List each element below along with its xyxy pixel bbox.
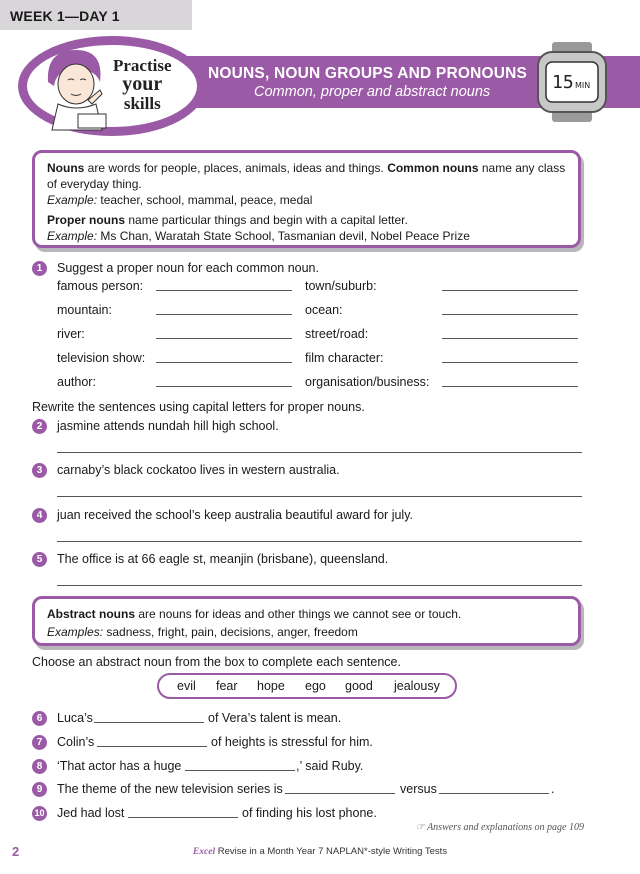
answer-line[interactable]: [442, 386, 578, 387]
answer-line[interactable]: [156, 362, 292, 363]
question-number: 8: [32, 759, 47, 774]
prompt-label: famous person:: [57, 279, 144, 293]
sentence-start: ‘That actor has a huge: [57, 759, 182, 773]
sentence-middle: versus: [400, 782, 437, 796]
rewrite-sentence: The office is at 66 eagle st, meanjin (brisbane), queensland.: [57, 552, 389, 566]
rewrite-sentence: jasmine attends nundah hill high school.: [57, 419, 279, 433]
sentence-start: The theme of the new television series is: [57, 782, 283, 796]
badge-word-your: your: [122, 73, 163, 95]
question-number: 9: [32, 782, 47, 797]
sentence-end: of finding his lost phone.: [242, 806, 377, 820]
badge-text: [113, 56, 172, 113]
sentence-end: of heights is stressful for him.: [211, 735, 373, 749]
answer-line[interactable]: [442, 362, 578, 363]
week-day-tab: WEEK 1—DAY 1: [0, 0, 192, 30]
common-nouns-definition: Nouns are words for people, places, animals, ideas and things. Common nouns name any class of everyday thing.: [47, 161, 566, 191]
word-box: [157, 673, 457, 699]
sentence-start: Jed had lost: [57, 806, 125, 820]
proper-nouns-definition: Proper nouns name particular things and begin with a capital letter.: [47, 213, 408, 227]
timer-unit: MIN: [575, 81, 591, 90]
prompt-label: ocean:: [305, 303, 343, 317]
answer-line[interactable]: [185, 770, 295, 771]
word-option: evil: [177, 679, 196, 693]
answer-line[interactable]: [128, 817, 238, 818]
choose-instruction: Choose an abstract noun from the box to complete each sentence.: [32, 655, 401, 669]
section-subtitle: Common, proper and abstract nouns: [254, 84, 491, 100]
answer-line[interactable]: [442, 290, 578, 291]
page-number: 2: [12, 844, 20, 859]
answer-line[interactable]: [57, 496, 582, 497]
word-option: good: [345, 679, 373, 693]
prompt-label: author:: [57, 375, 96, 389]
rewrite-sentence: juan received the school’s keep australia beautiful award for july.: [57, 508, 413, 522]
brand-name: Excel: [192, 847, 216, 857]
book-title: Revise in a Month Year 7 NAPLAN*-style Writing Tests: [215, 846, 448, 857]
sentence-end: of Vera’s talent is mean.: [208, 711, 342, 725]
section-title: NOUNS, NOUN GROUPS AND PRONOUNS: [208, 65, 528, 82]
rewrite-sentence: carnaby’s black cockatoo lives in western australia.: [57, 463, 340, 477]
proper-nouns-example: Example: Ms Chan, Waratah State School, Tasmanian devil, Nobel Peace Prize: [47, 229, 470, 243]
answer-line[interactable]: [442, 338, 578, 339]
prompt-label: town/suburb:: [305, 279, 377, 293]
sentence-start: Colin’s: [57, 735, 95, 749]
abstract-nouns-box: [32, 596, 581, 646]
prompt-label: film character:: [305, 351, 384, 365]
sentence-end: ,’ said Ruby.: [296, 759, 364, 773]
badge-word-practise: Practise: [113, 56, 172, 75]
answer-line[interactable]: [442, 314, 578, 315]
answer-line[interactable]: [156, 290, 292, 291]
answers-reference: ☞ Answers and explanations on page 109: [415, 822, 584, 833]
book-footer: [0, 846, 640, 857]
prompt-label: television show:: [57, 351, 146, 365]
sentence-end: .: [551, 782, 555, 796]
question-1-instruction: Suggest a proper noun for each common noun.: [57, 261, 319, 275]
answer-line[interactable]: [57, 541, 582, 542]
question-number: 7: [32, 735, 47, 750]
rewrite-instruction: Rewrite the sentences using capital letters for proper nouns.: [32, 400, 365, 414]
girl-thinking-illustration: [38, 42, 118, 132]
answer-line[interactable]: [156, 314, 292, 315]
word-option: fear: [216, 679, 238, 693]
word-option: hope: [257, 679, 285, 693]
question-number: 10: [32, 806, 47, 821]
nouns-definition-box: [32, 150, 581, 248]
word-option: jealousy: [394, 679, 440, 693]
prompt-label: organisation/business:: [305, 375, 430, 389]
answer-line[interactable]: [57, 452, 582, 453]
answer-line[interactable]: [156, 338, 292, 339]
answer-line[interactable]: [156, 386, 292, 387]
question-number: 3: [32, 463, 47, 478]
abstract-nouns-definition: Abstract nouns are nouns for ideas and other things we cannot see or touch.: [47, 607, 462, 621]
answer-line[interactable]: [57, 585, 582, 586]
question-number: 2: [32, 419, 47, 434]
sentence-start: Luca’s: [57, 711, 93, 725]
answer-line[interactable]: [285, 793, 395, 794]
stopwatch-icon: [532, 42, 612, 122]
question-number: 4: [32, 508, 47, 523]
timer-minutes: 15: [552, 72, 574, 93]
prompt-label: street/road:: [305, 327, 369, 341]
word-option: ego: [305, 679, 326, 693]
common-nouns-example: Example: teacher, school, mammal, peace, medal: [47, 193, 313, 207]
prompt-label: river:: [57, 327, 85, 341]
answer-line[interactable]: [97, 746, 207, 747]
question-number: 5: [32, 552, 47, 567]
badge-word-skills: skills: [123, 94, 161, 113]
prompt-label: mountain:: [57, 303, 112, 317]
abstract-nouns-example: Examples: sadness, fright, pain, decisions, anger, freedom: [47, 625, 358, 639]
answer-line[interactable]: [439, 793, 549, 794]
question-number: 6: [32, 711, 47, 726]
answer-line[interactable]: [94, 722, 204, 723]
question-number: 1: [32, 261, 47, 276]
